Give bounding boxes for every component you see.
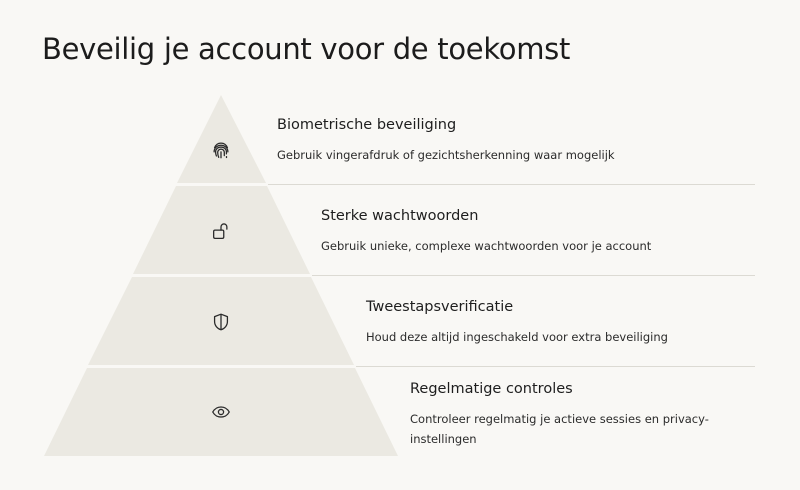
level-1 — [277, 117, 747, 165]
eye-icon — [210, 401, 232, 423]
divider-2 — [312, 275, 755, 276]
level-4-description: Controleer regelmatig je actieve sessies en privacy-instellingen — [410, 412, 709, 446]
fingerprint-icon — [210, 139, 232, 161]
level-1-description: Gebruik vingerafdruk of gezichtsherkenning waar mogelijk — [277, 148, 615, 162]
level-2 — [321, 208, 746, 256]
level-3 — [366, 299, 751, 347]
level-2-title: Sterke wachtwoorden — [321, 208, 479, 224]
level-4-title: Regelmatige controles — [410, 381, 573, 397]
level-1-title: Biometrische beveiliging — [277, 117, 457, 133]
level-3-title: Tweestapsverificatie — [366, 299, 514, 315]
divider-1 — [268, 184, 755, 185]
divider-3 — [356, 366, 755, 367]
shield-icon — [210, 311, 232, 333]
level-3-description: Houd deze altijd ingeschakeld voor extra beveiliging — [366, 330, 668, 344]
level-2-description: Gebruik unieke, complexe wachtwoorden voor je account — [321, 239, 652, 253]
page-title: Beveilig je account voor de toekomst — [42, 32, 571, 66]
unlocked-padlock-icon — [210, 220, 232, 242]
level-4 — [410, 381, 740, 449]
